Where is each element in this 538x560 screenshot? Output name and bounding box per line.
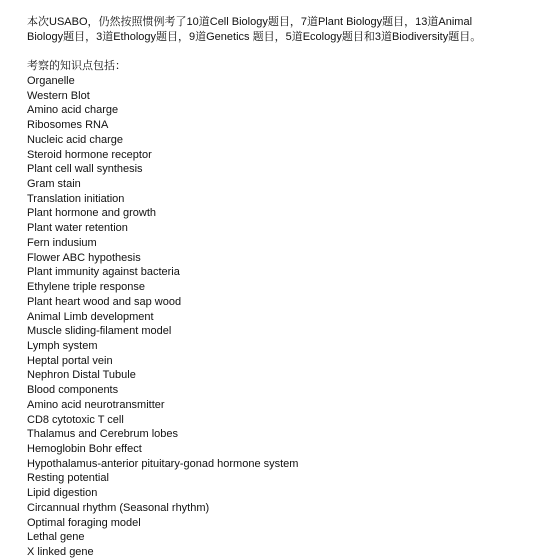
- topic-item: Hemoglobin Bohr effect: [27, 442, 142, 455]
- document-body: [27, 15, 532, 560]
- topic-item: Resting potential: [27, 472, 109, 485]
- topic-item: Hypothalamus-anterior pituitary-gonad hormone system: [27, 457, 299, 470]
- intro-line-2: Biology题目，3道Ethology题目，9道Genetics 题目，5道Ecology题目和3道Biodiversity题目。: [27, 31, 482, 43]
- topic-item: Plant water retention: [27, 222, 128, 235]
- intro-line-1: 本次USABO，仍然按照惯例考了10道Cell Biology题目，7道Plant Biology题目，13道Animal: [27, 16, 473, 28]
- topic-item: Circannual rhythm (Seasonal rhythm): [27, 501, 210, 514]
- topic-item: Western Blot: [27, 89, 90, 102]
- topic-item: Ribosomes RNA: [27, 119, 109, 132]
- topic-item: Ethylene triple response: [27, 281, 146, 294]
- topic-item: Gram stain: [27, 178, 81, 191]
- topic-item: Plant heart wood and sap wood: [27, 295, 182, 308]
- topic-item: Lipid digestion: [27, 487, 98, 500]
- topic-item: Optimal foraging model: [27, 516, 141, 529]
- topic-item: Animal Limb development: [27, 310, 154, 323]
- topic-item: Flower ABC hypothesis: [27, 251, 141, 264]
- topic-item: Thalamus and Cerebrum lobes: [27, 428, 179, 441]
- section-title: 考察的知识点包括：: [27, 60, 126, 72]
- topic-item: Nephron Distal Tubule: [27, 369, 136, 382]
- topic-item: Translation initiation: [27, 192, 125, 205]
- topic-list: [27, 74, 532, 560]
- topic-item: Lymph system: [27, 339, 98, 352]
- topic-item: Blood components: [27, 384, 119, 397]
- topic-item: Nucleic acid charge: [27, 133, 123, 146]
- topic-item: Plant immunity against bacteria: [27, 266, 180, 279]
- topic-item: Organelle: [27, 75, 75, 87]
- topic-item: Fern indusium: [27, 236, 97, 249]
- topic-item: Steroid hormone receptor: [27, 148, 152, 161]
- topic-item: Heptal portal vein: [27, 354, 113, 367]
- topic-item: Amino acid neurotransmitter: [27, 398, 165, 411]
- topic-item: X linked gene: [27, 546, 94, 558]
- topic-item: Plant cell wall synthesis: [27, 163, 143, 176]
- topic-item: Muscle sliding-filament model: [27, 325, 172, 338]
- topic-item: Plant hormone and growth: [27, 207, 157, 220]
- topic-item: Amino acid charge: [27, 104, 119, 117]
- topic-item: CD8 cytotoxic T cell: [27, 413, 124, 426]
- paragraph-spacer: [27, 45, 532, 59]
- topic-item: Lethal gene: [27, 531, 85, 544]
- intro-paragraph: [27, 15, 532, 45]
